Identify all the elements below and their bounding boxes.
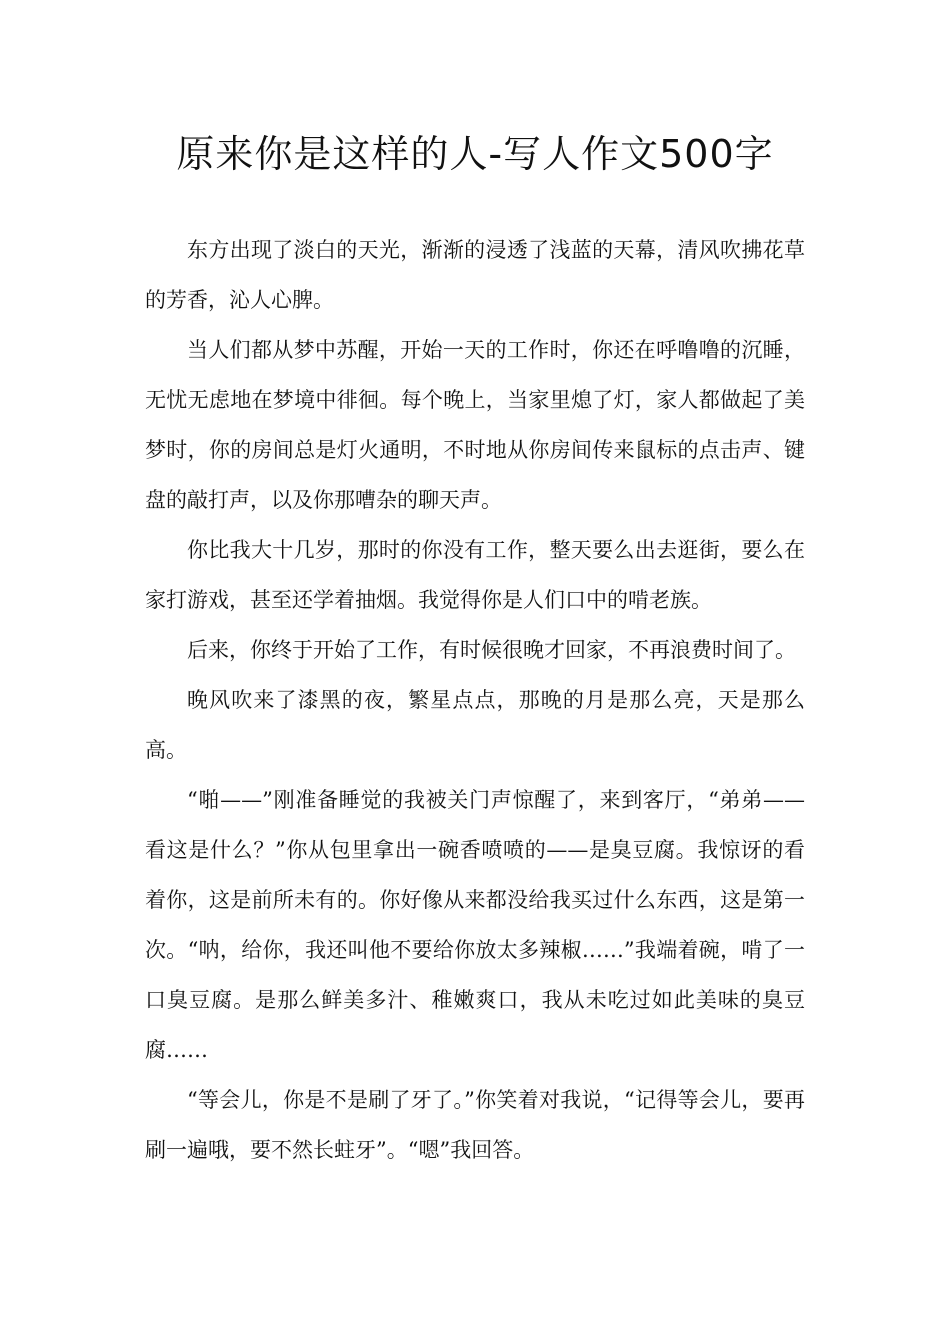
- document-title: 原来你是这样的人-写人作文500字: [176, 132, 774, 176]
- paragraph: “等会儿，你是不是刷了牙了。”你笑着对我说，“记得等会儿，要再刷一遍哦，要不然长蛀牙”。“嗯”我回答。: [145, 1088, 805, 1162]
- paragraph: 东方出现了淡白的天光，渐渐的浸透了浅蓝的天幕，清风吹拂花草的芳香，沁人心脾。: [145, 238, 805, 312]
- paragraph: 后来，你终于开始了工作，有时候很晚才回家，不再浪费时间了。: [187, 638, 796, 662]
- paragraph: 你比我大十几岁，那时的你没有工作，整天要么出去逛街，要么在家打游戏，甚至还学着抽烟。我觉得你是人们口中的啃老族。: [145, 538, 805, 612]
- paragraph: 晚风吹来了漆黑的夜，繁星点点，那晚的月是那么亮，天是那么高。: [145, 688, 805, 762]
- document-body: [145, 225, 805, 1175]
- paragraph: 当人们都从梦中苏醒，开始一天的工作时，你还在呼噜噜的沉睡，无忧无虑地在梦境中徘徊。每个晚上，当家里熄了灯，家人都做起了美梦时，你的房间总是灯火通明，不时地从你房间传来鼠标的点击声、键盘的敲打声，以及你那嘈杂的聊天声。: [145, 338, 805, 512]
- paragraph: “啪——”刚准备睡觉的我被关门声惊醒了，来到客厅，“弟弟——看这是什么？”你从包里拿出一碗香喷喷的——是臭豆腐。我惊讶的看着你，这是前所未有的。你好像从来都没给我买过什么东西，这是第一次。“呐，给你，我还叫他不要给你放太多辣椒……”我端着碗，啃了一口臭豆腐。是那么鲜美多汁、稚嫩爽口，我从未吃过如此美味的臭豆腐……: [145, 788, 805, 1062]
